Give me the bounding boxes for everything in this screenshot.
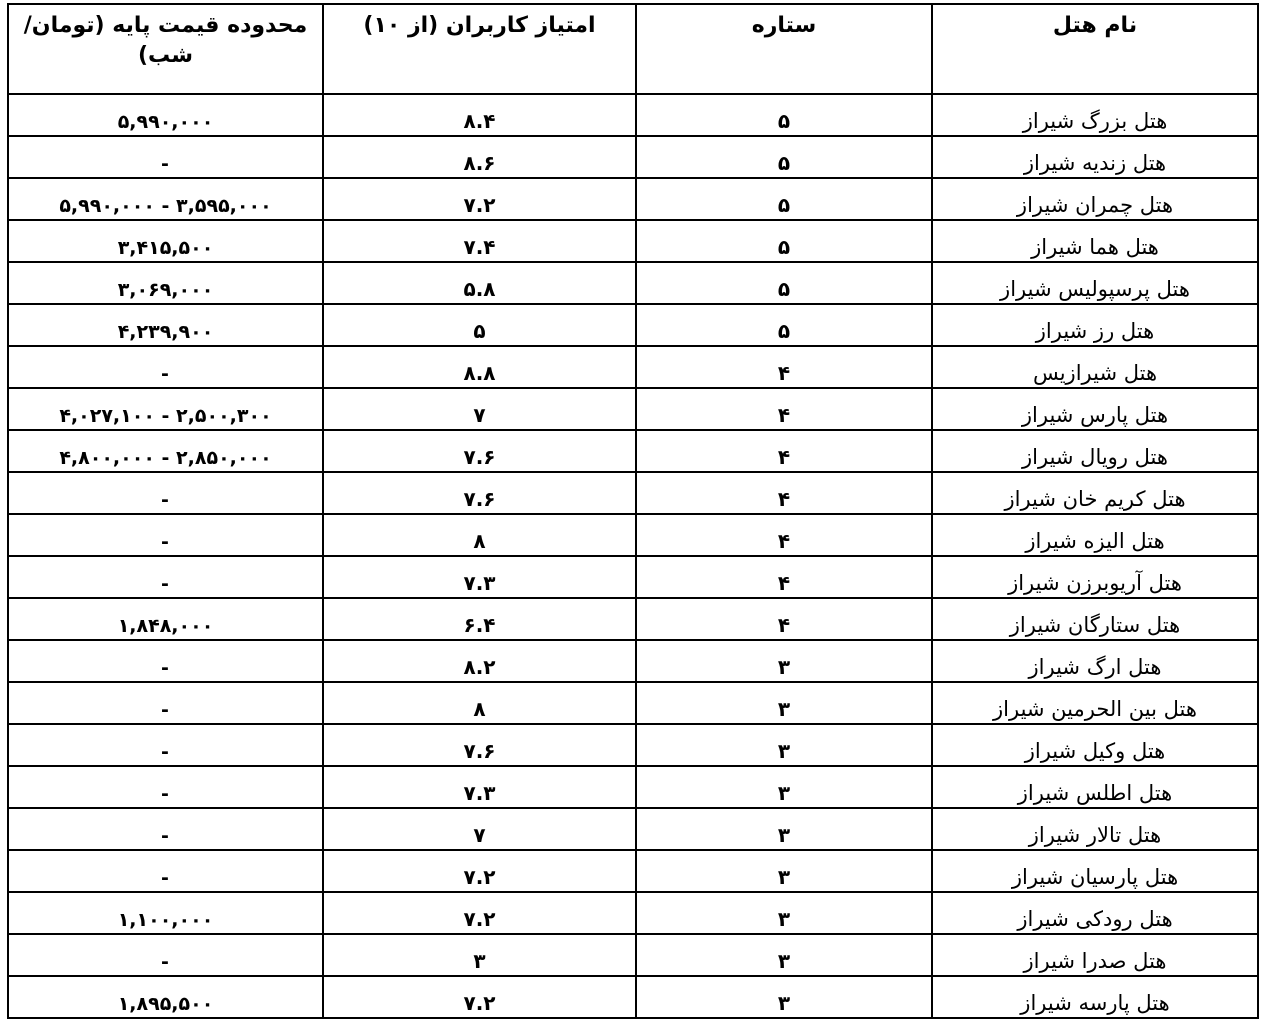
hotel-table: [7, 3, 1259, 1019]
hotel-name-cell: هتل پرسپولیس شیراز: [932, 262, 1258, 304]
table-row: [8, 934, 1258, 976]
user-score-cell: ۸: [323, 514, 636, 556]
hotel-name-cell: هتل وکیل شیراز: [932, 724, 1258, 766]
price-range-cell: ۳,۰۶۹,۰۰۰: [8, 262, 323, 304]
user-score-cell: ۷.۲: [323, 850, 636, 892]
stars-cell: ۵: [636, 136, 932, 178]
price-range-cell: ۳,۴۱۵,۵۰۰: [8, 220, 323, 262]
hotel-name-cell: هتل بزرگ شیراز: [932, 94, 1258, 136]
user-score-cell: ۷.۲: [323, 976, 636, 1018]
price-range-cell: ۱,۱۰۰,۰۰۰: [8, 892, 323, 934]
price-range-cell: -: [8, 640, 323, 682]
user-score-cell: ۷.۲: [323, 892, 636, 934]
table-row: [8, 808, 1258, 850]
stars-cell: ۵: [636, 262, 932, 304]
hotel-name-cell: هتل شیرازیس: [932, 346, 1258, 388]
stars-cell: ۴: [636, 430, 932, 472]
hotel-name-cell: هتل آریوبرزن شیراز: [932, 556, 1258, 598]
hotel-name-cell: هتل الیزه شیراز: [932, 514, 1258, 556]
hotel-name-cell: هتل اطلس شیراز: [932, 766, 1258, 808]
header-price-range: محدوده قیمت پایه (تومان/شب): [8, 4, 323, 94]
user-score-cell: ۳: [323, 934, 636, 976]
hotel-name-cell: هتل پارسیان شیراز: [932, 850, 1258, 892]
user-score-cell: ۶.۴: [323, 598, 636, 640]
table-row: [8, 136, 1258, 178]
stars-cell: ۴: [636, 598, 932, 640]
stars-cell: ۵: [636, 94, 932, 136]
stars-cell: ۳: [636, 640, 932, 682]
table-row: [8, 556, 1258, 598]
table-row: [8, 304, 1258, 346]
table-row: [8, 766, 1258, 808]
user-score-cell: ۷: [323, 808, 636, 850]
user-score-cell: ۷.۴: [323, 220, 636, 262]
hotel-name-cell: هتل ارگ شیراز: [932, 640, 1258, 682]
price-range-cell: -: [8, 724, 323, 766]
stars-cell: ۳: [636, 766, 932, 808]
header-hotel-name: نام هتل: [932, 4, 1258, 94]
user-score-cell: ۸.۸: [323, 346, 636, 388]
user-score-cell: ۷.۲: [323, 178, 636, 220]
stars-cell: ۳: [636, 976, 932, 1018]
hotel-name-cell: هتل رودکی شیراز: [932, 892, 1258, 934]
table-row: [8, 682, 1258, 724]
price-range-cell: -: [8, 934, 323, 976]
price-range-cell: -: [8, 136, 323, 178]
stars-cell: ۳: [636, 682, 932, 724]
user-score-cell: ۷.۶: [323, 724, 636, 766]
stars-cell: ۳: [636, 934, 932, 976]
table-row: [8, 724, 1258, 766]
header-user-score: امتیاز کاربران (از ۱۰): [323, 4, 636, 94]
header-stars: ستاره: [636, 4, 932, 94]
price-range-cell: ۴,۸۰۰,۰۰۰ - ۲,۸۵۰,۰۰۰: [8, 430, 323, 472]
hotel-name-cell: هتل تالار شیراز: [932, 808, 1258, 850]
hotel-name-cell: هتل زندیه شیراز: [932, 136, 1258, 178]
price-range-cell: ۵,۹۹۰,۰۰۰ - ۳,۵۹۵,۰۰۰: [8, 178, 323, 220]
price-range-cell: -: [8, 682, 323, 724]
hotel-name-cell: هتل بین الحرمین شیراز: [932, 682, 1258, 724]
table-row: [8, 514, 1258, 556]
hotel-name-cell: هتل ستارگان شیراز: [932, 598, 1258, 640]
user-score-cell: ۵: [323, 304, 636, 346]
user-score-cell: ۸: [323, 682, 636, 724]
header-row: [8, 4, 1258, 94]
table-row: [8, 262, 1258, 304]
user-score-cell: ۷.۳: [323, 766, 636, 808]
user-score-cell: ۸.۲: [323, 640, 636, 682]
price-range-cell: ۱,۸۹۵,۵۰۰: [8, 976, 323, 1018]
price-range-cell: -: [8, 514, 323, 556]
price-range-cell: ۱,۸۴۸,۰۰۰: [8, 598, 323, 640]
price-range-cell: -: [8, 346, 323, 388]
table-row: [8, 976, 1258, 1018]
table-row: [8, 346, 1258, 388]
stars-cell: ۳: [636, 850, 932, 892]
table-row: [8, 94, 1258, 136]
user-score-cell: ۷.۳: [323, 556, 636, 598]
table-row: [8, 598, 1258, 640]
hotel-name-cell: هتل پارسه شیراز: [932, 976, 1258, 1018]
price-range-cell: ۵,۹۹۰,۰۰۰: [8, 94, 323, 136]
user-score-cell: ۵.۸: [323, 262, 636, 304]
hotel-name-cell: هتل رویال شیراز: [932, 430, 1258, 472]
stars-cell: ۵: [636, 178, 932, 220]
table-row: [8, 472, 1258, 514]
price-range-cell: -: [8, 472, 323, 514]
stars-cell: ۴: [636, 388, 932, 430]
user-score-cell: ۷.۶: [323, 472, 636, 514]
table-row: [8, 178, 1258, 220]
user-score-cell: ۸.۶: [323, 136, 636, 178]
table-row: [8, 892, 1258, 934]
table-row: [8, 430, 1258, 472]
hotel-name-cell: هتل هما شیراز: [932, 220, 1258, 262]
stars-cell: ۴: [636, 556, 932, 598]
hotel-name-cell: هتل پارس شیراز: [932, 388, 1258, 430]
price-range-cell: -: [8, 766, 323, 808]
stars-cell: ۵: [636, 304, 932, 346]
price-range-cell: -: [8, 556, 323, 598]
hotel-name-cell: هتل چمران شیراز: [932, 178, 1258, 220]
stars-cell: ۳: [636, 808, 932, 850]
stars-cell: ۴: [636, 514, 932, 556]
price-range-cell: -: [8, 850, 323, 892]
hotel-name-cell: هتل صدرا شیراز: [932, 934, 1258, 976]
stars-cell: ۴: [636, 346, 932, 388]
stars-cell: ۳: [636, 724, 932, 766]
table-row: [8, 850, 1258, 892]
stars-cell: ۵: [636, 220, 932, 262]
table-body: [8, 94, 1258, 1018]
hotel-name-cell: هتل کریم خان شیراز: [932, 472, 1258, 514]
hotel-name-cell: هتل رز شیراز: [932, 304, 1258, 346]
stars-cell: ۴: [636, 472, 932, 514]
table-row: [8, 388, 1258, 430]
table-row: [8, 220, 1258, 262]
user-score-cell: ۸.۴: [323, 94, 636, 136]
user-score-cell: ۷: [323, 388, 636, 430]
table-row: [8, 640, 1258, 682]
price-range-cell: -: [8, 808, 323, 850]
price-range-cell: ۴,۲۳۹,۹۰۰: [8, 304, 323, 346]
stars-cell: ۳: [636, 892, 932, 934]
user-score-cell: ۷.۶: [323, 430, 636, 472]
price-range-cell: ۴,۰۲۷,۱۰۰ - ۲,۵۰۰,۳۰۰: [8, 388, 323, 430]
